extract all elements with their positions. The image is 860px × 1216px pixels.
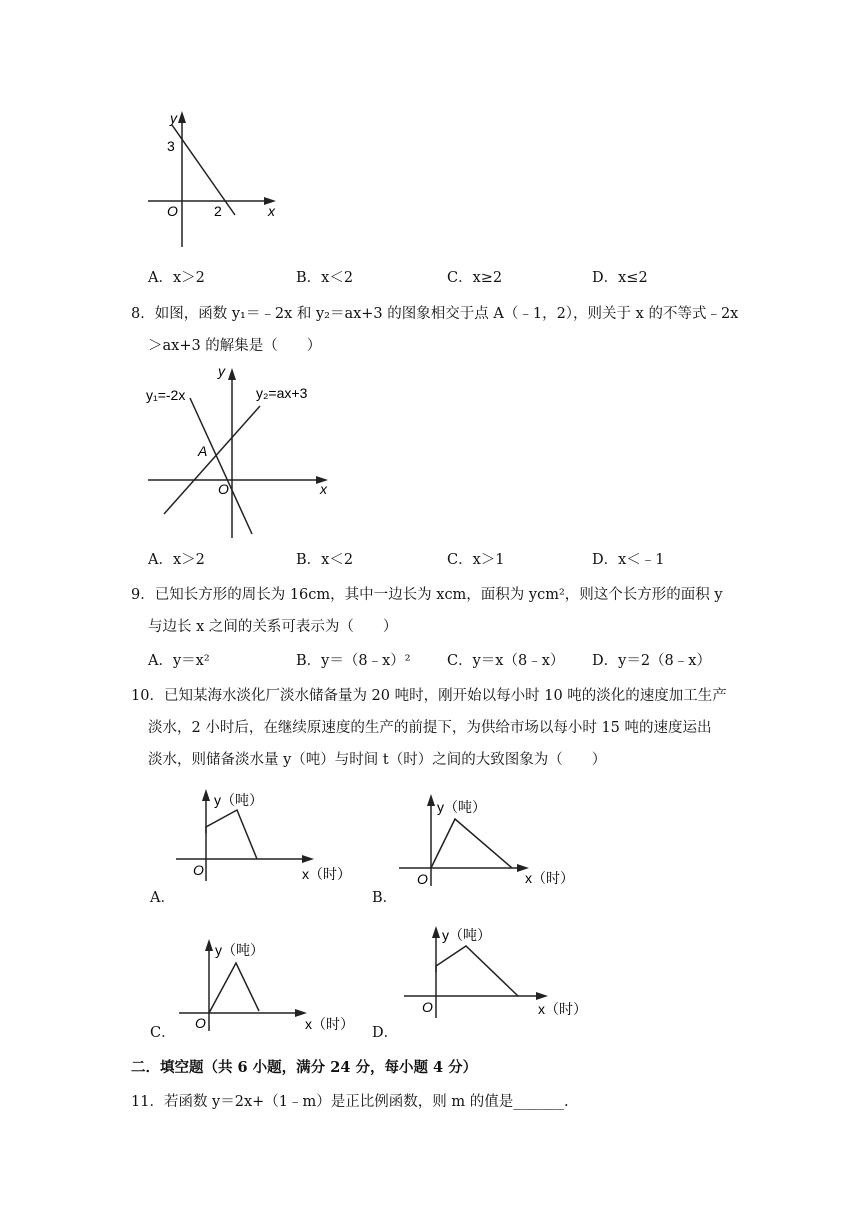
q8-origin: O	[218, 481, 229, 497]
q7-option-d: D．x≤2	[592, 270, 648, 286]
q9-option-b: B．y＝（8﹣x）²	[296, 653, 411, 669]
q8-y-label: y	[218, 363, 225, 379]
q10a-y-label: y（吨）	[214, 792, 263, 808]
q8-option-d: D．x＜﹣1	[592, 552, 665, 568]
q10-option-d: D．	[372, 1025, 399, 1041]
section2-heading: 二．填空题（共 6 小题，满分 24 分，每小题 4 分）	[131, 1059, 478, 1076]
q9-option-d: D．y＝2（8﹣x）	[592, 653, 711, 669]
q10a-origin: O	[193, 862, 204, 878]
q7-x-intercept: 2	[214, 203, 222, 219]
q8-point-a: A	[198, 443, 208, 459]
q10d-x-label: x（时）	[538, 1001, 587, 1017]
q10-graph-a	[170, 785, 360, 885]
q10-stem-line1: 10．已知某海水淡化厂淡水储备量为 20 吨时，刚开始以每小时 10 吨的淡化的速度加工生产	[131, 688, 727, 704]
q7-option-c: C．x≥2	[447, 270, 503, 286]
q10d-origin: O	[422, 999, 433, 1015]
q10c-origin: O	[195, 1015, 206, 1031]
q10-option-a: A．	[150, 890, 175, 906]
q10a-x-label: x（时）	[302, 866, 351, 882]
q10-stem-line2: 淡水，2 小时后，在继续原速度的生产的前提下，为供给市场以每小时 15 吨的速度运出	[148, 720, 712, 736]
q7-graph	[140, 105, 290, 255]
q8-graph	[140, 362, 340, 542]
q7-option-a: A．x＞2	[148, 270, 205, 286]
q8-option-a: A．x＞2	[148, 552, 205, 568]
q8-option-b: B．x＜2	[296, 552, 354, 568]
q10-option-c: C．	[150, 1025, 176, 1041]
q10-graph-c	[175, 935, 365, 1035]
q7-origin: O	[167, 203, 178, 219]
q8-y1-label: y₁=-2x	[146, 387, 186, 403]
q9-option-a: A．y＝x²	[148, 653, 210, 669]
q10b-y-label: y（吨）	[437, 799, 486, 815]
q10-graph-b	[395, 790, 585, 890]
q8-stem-line1: 8．如图，函数 y₁＝﹣2x 和 y₂＝ax+3 的图象相交于点 A（﹣1，2），则关于 x 的不等式﹣2x	[131, 306, 739, 322]
q8-stem-line2: ＞ax+3 的解集是（ ）	[148, 338, 322, 354]
q7-option-b: B．x＜2	[296, 270, 354, 286]
q11-stem: 11．若函数 y＝2x+（1﹣m）是正比例函数，则 m 的值是_______.	[131, 1094, 569, 1110]
q7-y-intercept: 3	[167, 138, 175, 154]
q10c-y-label: y（吨）	[215, 942, 264, 958]
q10-option-b: B．	[372, 890, 398, 906]
q10c-x-label: x（时）	[305, 1016, 354, 1032]
q8-x-label: x	[320, 481, 327, 497]
q8-y2-label: y₂=ax+3	[256, 385, 308, 401]
q10d-y-label: y（吨）	[442, 927, 491, 943]
q7-x-label: x	[268, 203, 275, 219]
q9-stem-line1: 9．已知长方形的周长为 16cm，其中一边长为 xcm，面积为 ycm²，则这个长方形的面积 y	[131, 587, 723, 603]
q7-y-label: y	[170, 110, 177, 126]
q10-graph-d	[400, 922, 590, 1022]
q10b-origin: O	[417, 871, 428, 887]
q9-stem-line2: 与边长 x 之间的关系可表示为（ ）	[148, 619, 398, 635]
q8-option-c: C．x＞1	[447, 552, 505, 568]
q9-option-c: C．y＝x（8﹣x）	[447, 653, 565, 669]
q10b-x-label: x（时）	[525, 870, 574, 886]
q10-stem-line3: 淡水，则储备淡水量 y（吨）与时间 t（时）之间的大致图象为（ ）	[148, 752, 607, 768]
